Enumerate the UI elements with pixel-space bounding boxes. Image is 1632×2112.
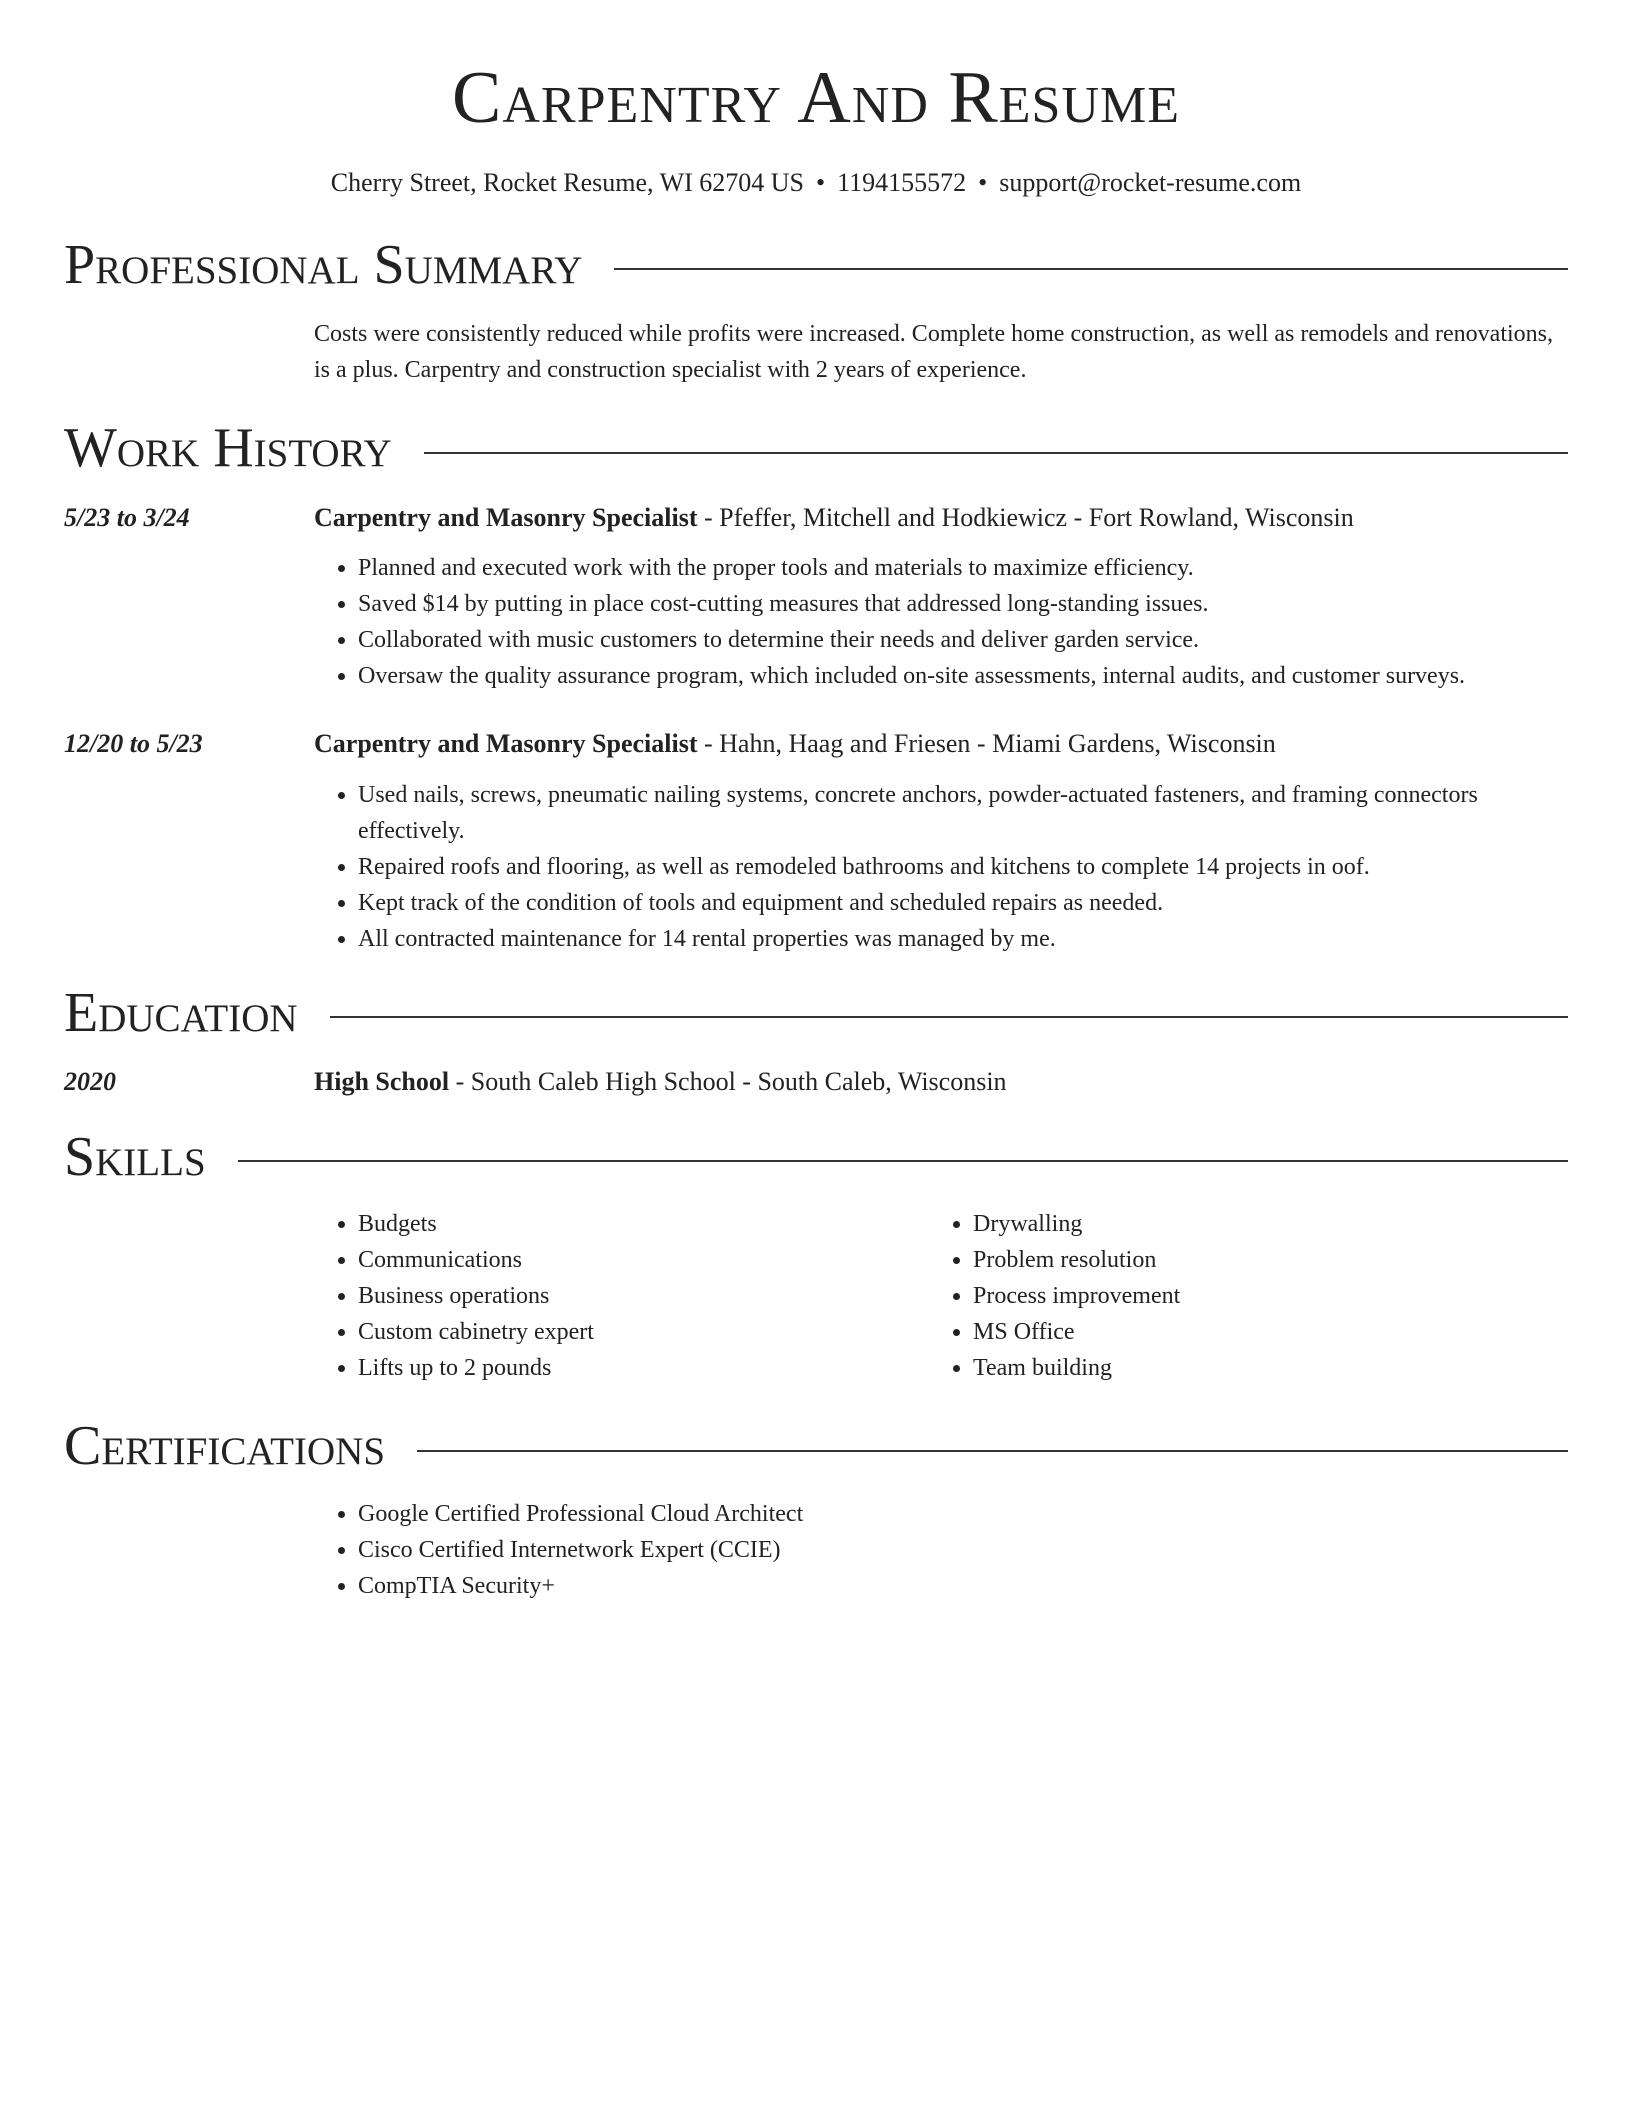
certifications-section-header [64,1416,1568,1478]
certifications-list [314,1496,1568,1604]
list-item: • Process improvement [973,1278,1544,1314]
list-item: • CompTIA Security+ [358,1568,1568,1604]
list-item: • Budgets [358,1206,929,1242]
section-heading-work: Work History [64,417,392,480]
section-heading-certifications: Certifications [64,1415,386,1478]
list-item: • Used nails, screws, pneumatic nailing systems, concrete anchors, powder-actuated fasteners, and framing connectors effectively. [358,777,1568,849]
job-row [64,726,1568,956]
job-employer: - Pfeffer, Mitchell and Hodkiewicz - Fort Rowland, Wisconsin [697,502,1354,532]
education-school: - South Caleb High School - South Caleb, Wisconsin [449,1067,1007,1097]
separator: • [816,168,826,198]
list-item: • Drywalling [973,1206,1544,1242]
job-row [64,500,1568,694]
list-item: • Lifts up to 2 pounds [358,1350,929,1386]
list-item: • Custom cabinetry expert [358,1314,929,1350]
job-title-line [314,500,1568,536]
list-item: • All contracted maintenance for 14 rental properties was managed by me. [358,921,1568,957]
list-item: • Team building [973,1350,1544,1386]
list-item: • Communications [358,1242,929,1278]
job-title: Carpentry and Masonry Specialist [314,729,698,759]
section-heading-education: Education [64,981,298,1044]
list-item: • MS Office [973,1314,1544,1350]
job-bullets [314,550,1568,694]
education-degree: High School [314,1067,450,1097]
certifications-list-wrap [314,1496,1568,1604]
work-section-header [64,418,1568,480]
section-divider [417,1450,1568,1452]
skills-list-right [929,1206,1544,1386]
separator: • [978,168,988,198]
section-heading-summary: Professional Summary [64,233,583,296]
list-item: • Collaborated with music customers to determine their needs and deliver garden service. [358,622,1568,658]
email: support@rocket-resume.com [999,168,1302,198]
list-item: • Kept track of the condition of tools and equipment and scheduled repairs as needed. [358,885,1568,921]
section-divider [424,452,1568,454]
list-item: • Saved $14 by putting in place cost-cutting measures that addressed long-standing issues. [358,586,1568,622]
job-employer: - Hahn, Haag and Friesen - Miami Gardens, Wisconsin [697,729,1276,759]
job-body [314,726,1568,956]
summary-section-header [64,235,1568,297]
section-divider [238,1160,1568,1162]
education-year: 2020 [64,1067,116,1097]
education-section-header [64,983,1568,1045]
job-body [314,500,1568,694]
job-entry [64,500,1568,694]
list-item: • Problem resolution [973,1242,1544,1278]
education-row [64,1064,1568,1100]
job-bullets [314,777,1568,957]
resume-page [64,0,1568,1604]
skills-list-left [314,1206,929,1386]
address: Cherry Street, Rocket Resume, WI 62704 US [330,168,805,198]
job-title-line [314,726,1568,762]
contact-line [64,167,1568,198]
job-title: Carpentry and Masonry Specialist [314,502,698,532]
skills-columns [314,1206,1568,1386]
list-item: • Google Certified Professional Cloud Architect [358,1496,1568,1532]
job-dates: 12/20 to 5/23 [64,729,203,759]
list-item: • Cisco Certified Internetwork Expert (CCIE) [358,1532,1568,1568]
section-divider [614,268,1568,270]
job-dates: 5/23 to 3/24 [64,502,190,532]
summary-text: Costs were consistently reduced while profits were increased. Complete home construction, as well as remodels and renovations, is a plus. Carpentry and construction specialist with 2 years of experience. [314,321,1553,384]
resume-name: Carpentry And Resume [451,57,1181,139]
phone: 1194155572 [837,168,967,198]
skills-section-header [64,1127,1568,1189]
list-item: • Planned and executed work with the proper tools and materials to maximize efficiency. [358,550,1568,586]
section-heading-skills: Skills [64,1125,206,1188]
list-item: • Business operations [358,1278,929,1314]
section-divider [330,1016,1568,1018]
job-entry [64,726,1568,956]
education-body [314,1064,1568,1100]
list-item: • Repaired roofs and flooring, as well as remodeled bathrooms and kitchens to complete 14 projects in oof. [358,849,1568,885]
list-item: • Oversaw the quality assurance program, which included on-site assessments, internal audits, and customer surveys. [358,658,1568,694]
